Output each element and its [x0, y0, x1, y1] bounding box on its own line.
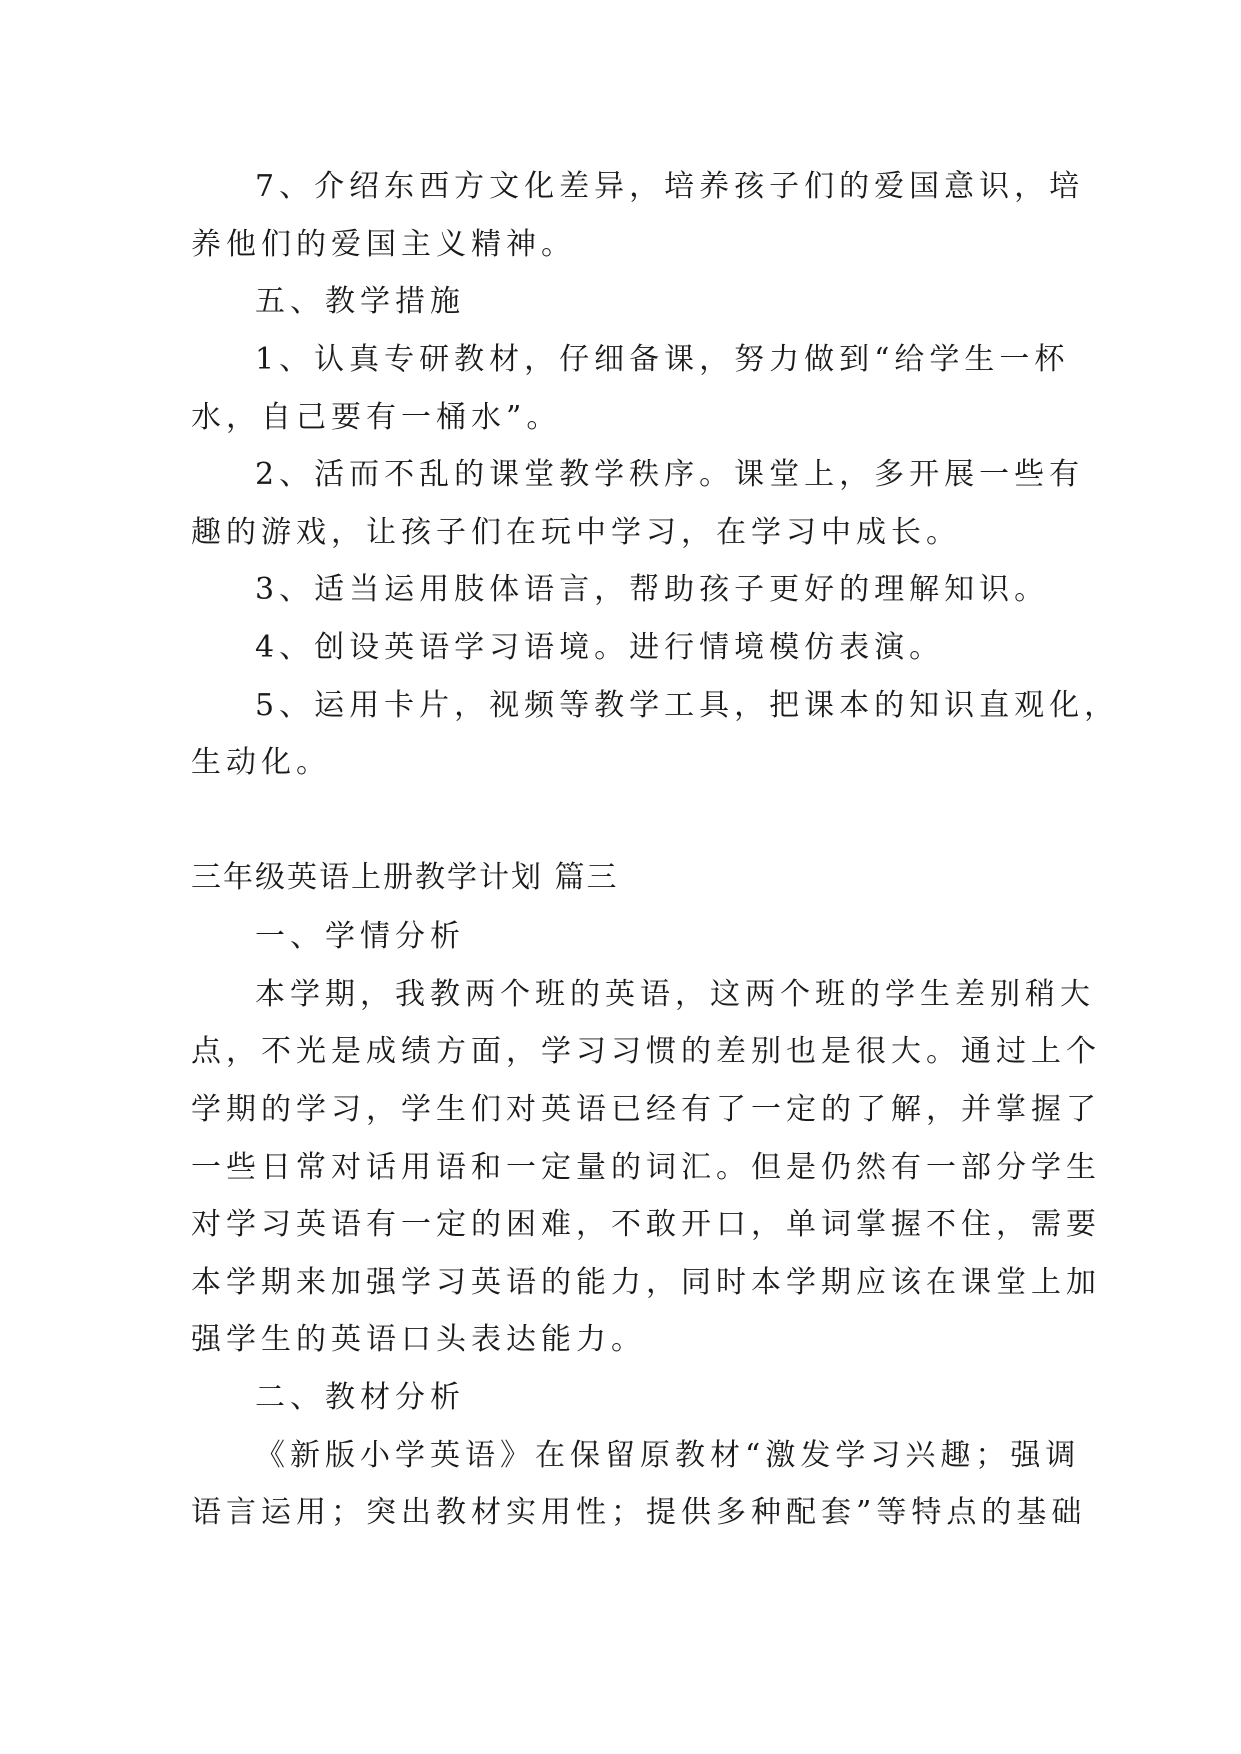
- paragraph-line: 强学生的英语口头表达能力。: [191, 1322, 646, 1357]
- paragraph-line: 对学习英语有一定的困难，不敢开口，单词掌握不住，需要: [191, 1207, 1101, 1242]
- paragraph-line: 本学期，我教两个班的英语，这两个班的学生差别稍大: [255, 977, 1095, 1012]
- section-heading: 二、教材分析: [255, 1380, 465, 1415]
- paragraph-line: 2、活而不乱的课堂教学秩序。课堂上，多开展一些有: [255, 457, 1085, 492]
- paragraph-line: 语言运用；突出教材实用性；提供多种配套”等特点的基础: [191, 1495, 1087, 1530]
- section-heading: 五、教学措施: [255, 284, 465, 319]
- paragraph-line: 一些日常对话用语和一定量的词汇。但是仍然有一部分学生: [191, 1150, 1101, 1185]
- paragraph-line: 水，自己要有一桶水”。: [191, 400, 562, 435]
- paragraph-line: 4、创设英语学习语境。进行情境模仿表演。: [255, 630, 945, 665]
- paragraph-line: 《新版小学英语》在保留原教材“激发学习兴趣；强调: [255, 1438, 1081, 1473]
- section-heading: 一、学情分析: [255, 919, 465, 954]
- paragraph-line: 7、介绍东西方文化差异，培养孩子们的爱国意识，培: [255, 169, 1085, 204]
- paragraph-line: 3、适当运用肢体语言，帮助孩子更好的理解知识。: [255, 572, 1050, 607]
- paragraph-line: 趣的游戏，让孩子们在玩中学习，在学习中成长。: [191, 515, 961, 550]
- paragraph-line: 生动化。: [191, 745, 331, 780]
- paragraph-line: 养他们的爱国主义精神。: [191, 227, 576, 262]
- paragraph-line: 学期的学习，学生们对英语已经有了一定的了解，并掌握了: [191, 1092, 1101, 1127]
- paragraph-line: 本学期来加强学习英语的能力，同时本学期应该在课堂上加: [191, 1265, 1101, 1300]
- paragraph-line: 1、认真专研教材，仔细备课，努力做到“给学生一杯: [255, 342, 1070, 377]
- paragraph-line: 点，不光是成绩方面，学习习惯的差别也是很大。通过上个: [191, 1034, 1101, 1069]
- paragraph-line: 5、运用卡片，视频等教学工具，把课本的知识直观化，: [255, 688, 1120, 723]
- document-title: 三年级英语上册教学计划 篇三: [191, 860, 619, 895]
